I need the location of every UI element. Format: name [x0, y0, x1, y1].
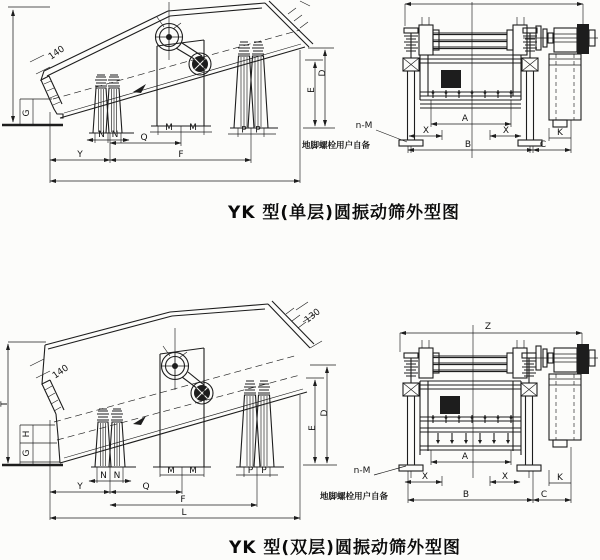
dim-label-m: M [189, 123, 197, 133]
dim-label-p: P [261, 466, 267, 476]
dim-label-c: C [539, 140, 547, 150]
fig2-angle-140 [30, 359, 71, 381]
bolt-count-label: n-M [353, 466, 371, 476]
fig2-end-view [303, 322, 598, 503]
fig2-drive-unit [162, 328, 214, 404]
fig2-de-dims [303, 365, 337, 465]
fig1-side-view [2, 1, 313, 183]
dim-label-f: F [180, 495, 186, 505]
fig1-box [420, 55, 521, 108]
dim-label-p: P [241, 125, 247, 136]
fig2-angle-130 [296, 302, 323, 326]
dim-label-m: M [167, 466, 175, 476]
angle-label-140: 140 [46, 44, 67, 63]
fig1-de-dims [303, 48, 335, 128]
fig2-box [420, 381, 521, 455]
dim-label-p: P [247, 466, 254, 476]
dim-label-q: Q [142, 482, 150, 492]
bolt-count-label: n-M [355, 121, 373, 131]
dim-label-a: A [461, 452, 469, 462]
dim-label-l: L [181, 508, 187, 518]
fig2-bottom-dims [50, 395, 300, 520]
dim-label-x: X [502, 126, 510, 136]
fig1-exciter [419, 17, 527, 55]
angle-label-130: 130 [302, 307, 323, 326]
vibrator [189, 53, 211, 75]
fig1-spring-supports [89, 42, 278, 133]
fig2-screen-body [42, 301, 322, 463]
dim-label-f: F [178, 150, 184, 160]
dim-label-p: P [255, 125, 261, 136]
dim-label-k: K [557, 128, 563, 138]
dim-label-g: G [22, 109, 32, 117]
dim-label-x: X [422, 126, 430, 136]
dim-label-n: N [98, 130, 105, 140]
motor-pulley [162, 353, 189, 380]
dim-label-n: N [100, 471, 107, 481]
dim-label-h: H [22, 430, 32, 438]
fig2-anchor-note [320, 466, 406, 502]
dim-label-t: T [0, 401, 10, 407]
fig1-end-view [302, 2, 598, 158]
dim-label-m: M [165, 123, 173, 133]
vibrator [191, 382, 213, 404]
dim-label-d: D [320, 409, 330, 417]
dim-label-m: M [189, 466, 197, 476]
dim-label-z: Z [484, 322, 492, 332]
dim-label-e: E [308, 425, 318, 431]
dim-label-n: N [113, 471, 121, 481]
dim-label-c: C [540, 490, 548, 500]
fig2-caption: YK 型(双层)圆振动筛外型图 [229, 538, 461, 558]
dim-label-q: Q [140, 133, 148, 143]
dim-label-n: N [111, 130, 119, 140]
anchor-bolt-note: 地脚螺栓用户自备 [302, 141, 371, 151]
dim-label-g: G [22, 449, 32, 457]
motor-pulley [156, 24, 183, 51]
dim-label-x: X [501, 472, 509, 482]
dim-label-y: Y [77, 150, 83, 160]
dim-label-x: X [421, 472, 429, 482]
angle-label-140: 140 [50, 363, 71, 382]
dim-label-k: K [557, 473, 563, 483]
fig1-dim-G [20, 99, 52, 125]
fig2-spring-supports [91, 381, 284, 467]
fig2-end-dims [405, 447, 571, 503]
fig1-bottom-dims [50, 50, 300, 183]
fig1-screen-body [41, 1, 313, 118]
anchor-bolt-note: 地脚螺栓用户自备 [320, 492, 389, 502]
dim-label-y: Y [77, 482, 83, 492]
dim-label-a: A [461, 114, 469, 124]
dim-label-b: B [464, 140, 472, 150]
dim-label-b: B [462, 490, 470, 500]
fig1-anchor-note [302, 121, 407, 151]
dim-label-e: E [307, 87, 317, 93]
fig2-side-view [0, 301, 323, 520]
fig1-caption: YK 型(单层)圆振动筛外型图 [228, 203, 460, 223]
dim-label-d: D [318, 69, 328, 77]
fig2-hg-dims [20, 425, 60, 465]
